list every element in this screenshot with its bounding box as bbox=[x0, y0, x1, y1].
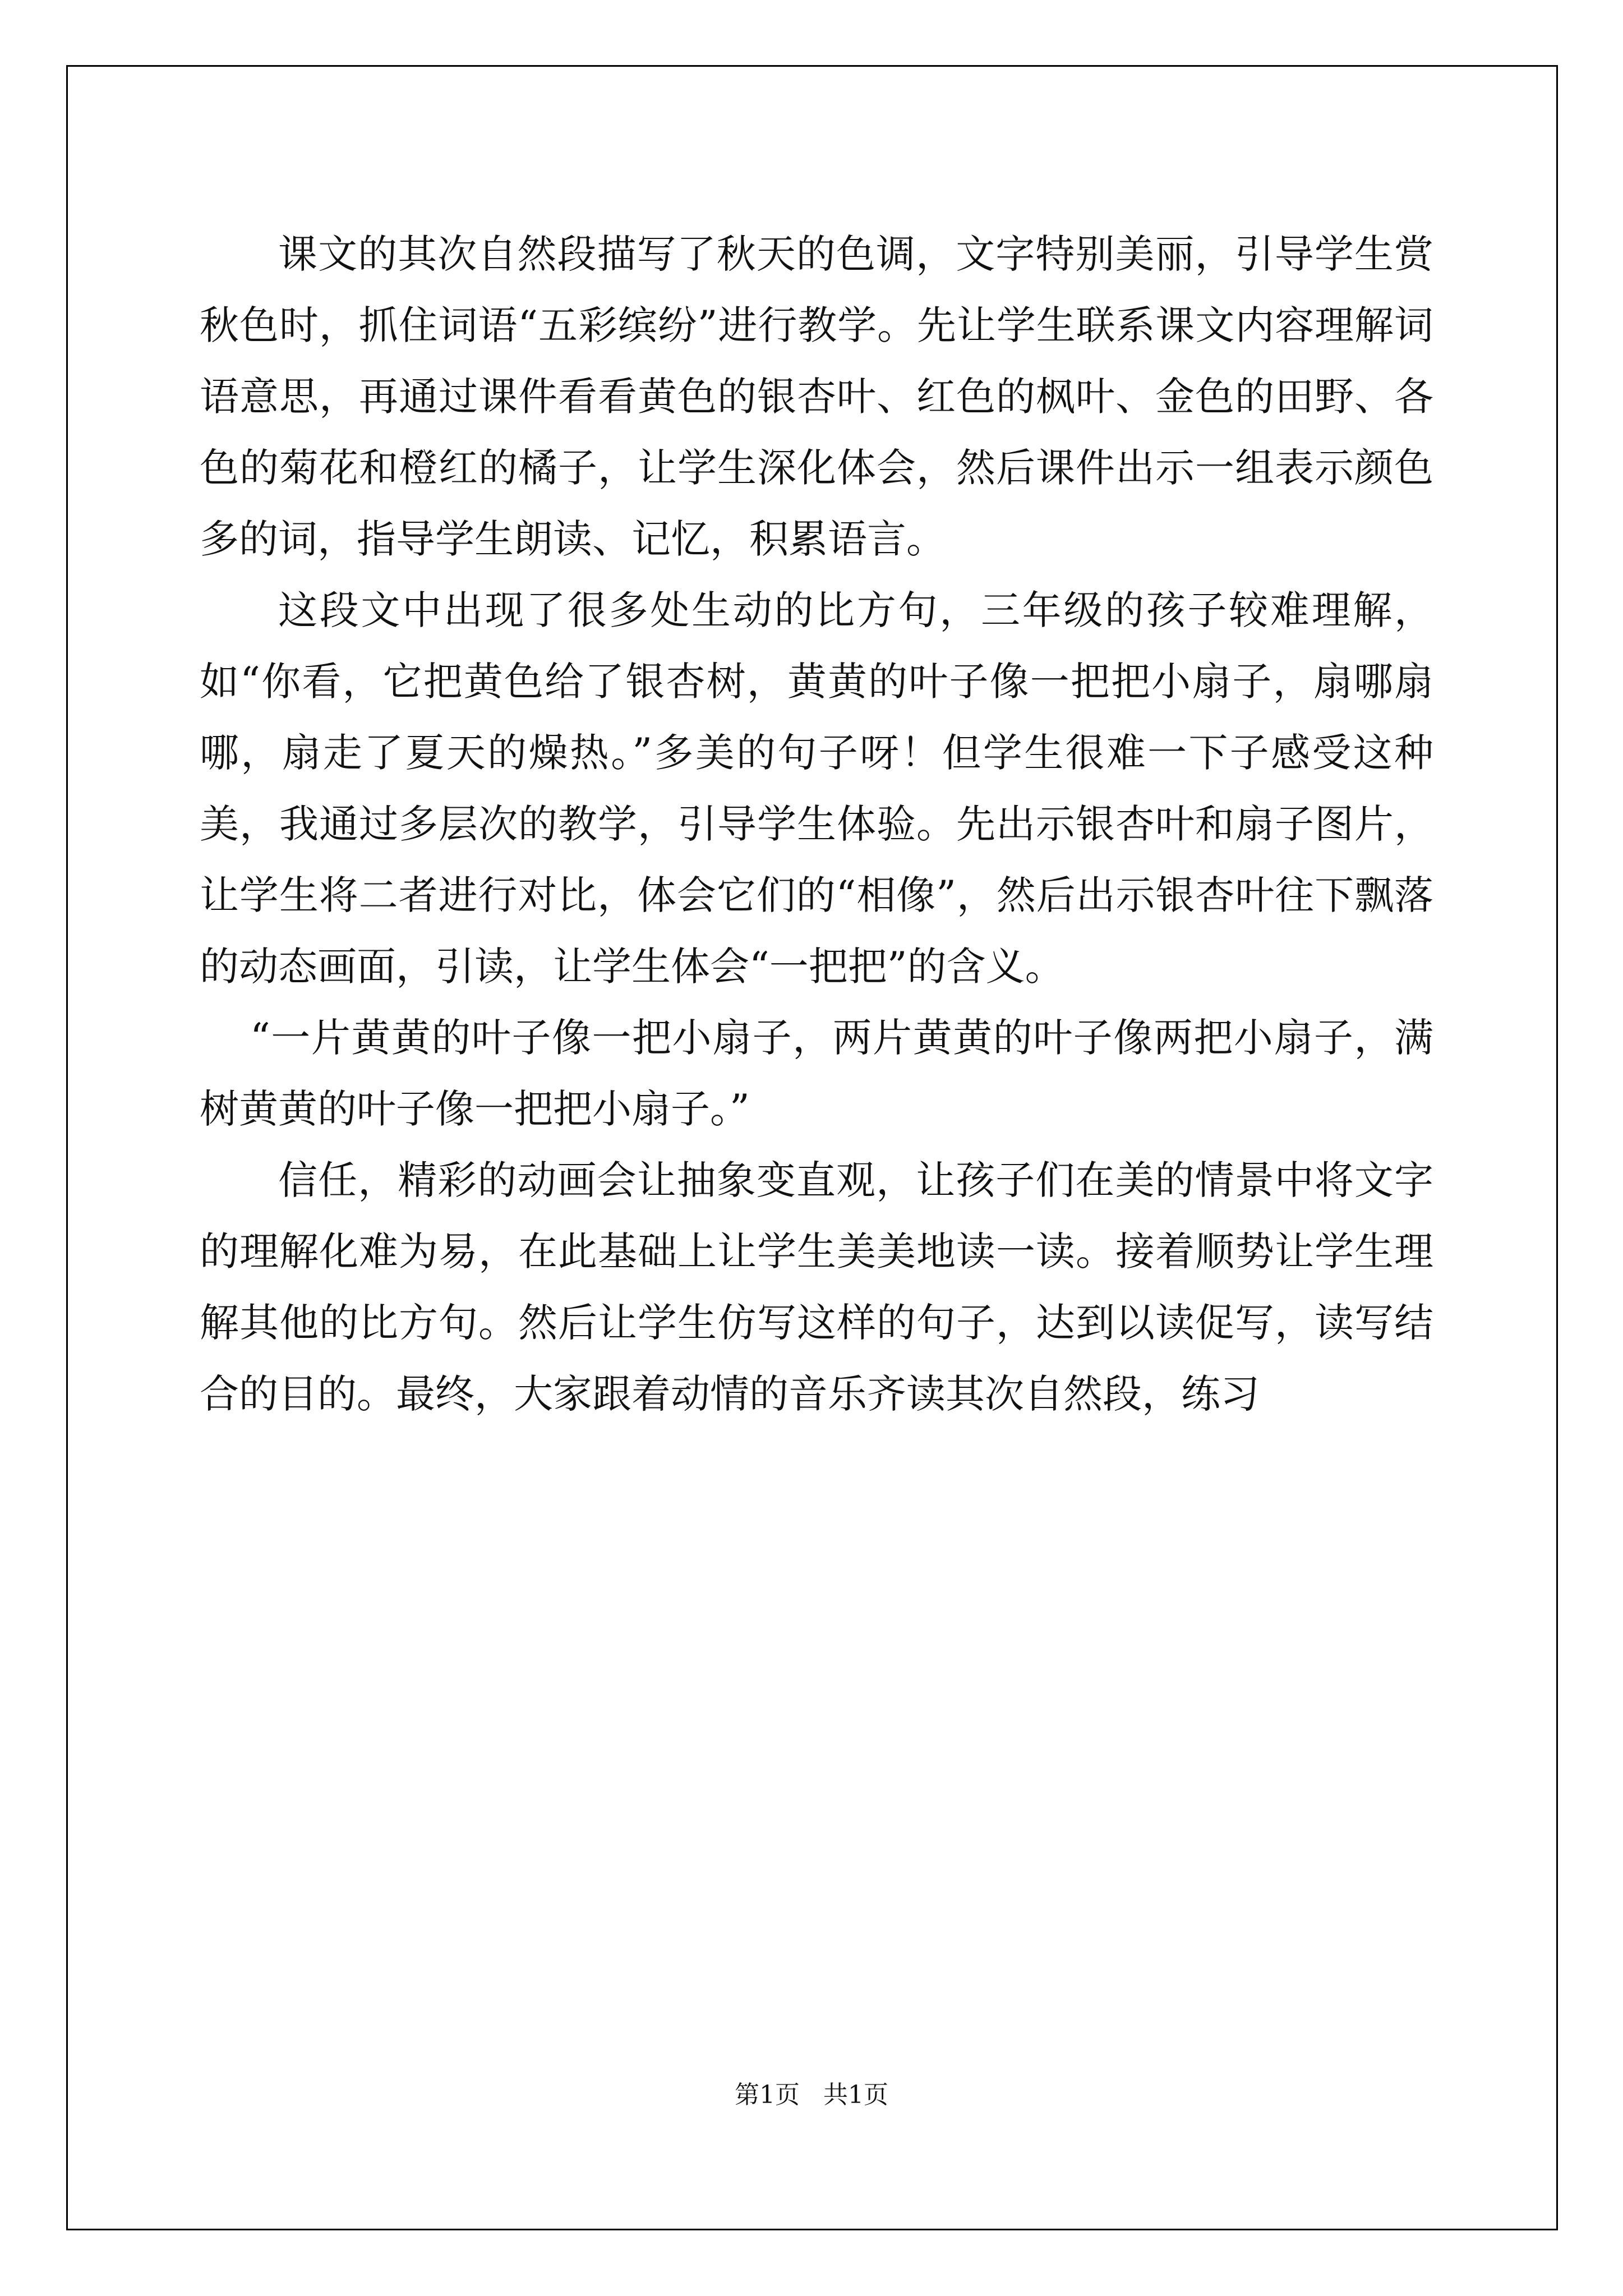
paragraph-2: 这段文中出现了很多处生动的比方句，三年级的孩子较难理解，如“你看，它把黄色给了银杏树，黄黄的叶子像一把把小扇子，扇哪扇哪，扇走了夏天的燥热。”多美的句子呀！但学生很难一下子感受这种美，我通过多层次的教学，引导学生体验。先出示银杏叶和扇子图片，让学生将二者进行对比，体会它们的“相像”，然后出示银杏叶往下飘落的动态画面，引读，让学生体会“一把把”的含义。 bbox=[200, 587, 1433, 990]
paragraph-3-quote: “一片黄黄的叶子像一把小扇子，两片黄黄的叶子像两把小扇子，满树黄黄的叶子像一把把小扇子。” bbox=[200, 1015, 1433, 1132]
page-footer: 第1页 共1页 bbox=[735, 2081, 888, 2109]
document-body bbox=[200, 219, 1433, 1430]
paragraph-1: 课文的其次自然段描写了秋天的色调，文字特别美丽，引导学生赏秋色时，抓住词语“五彩缤纷”进行教学。先让学生联系课文内容理解词语意思，再通过课件看看黄色的银杏叶、红色的枫叶、金色的田野、各色的菊花和橙红的橘子，让学生深化体会，然后课件出示一组表示颜色多的词，指导学生朗读、记忆，积累语言。 bbox=[200, 231, 1433, 562]
paragraph-4: 信任，精彩的动画会让抽象变直观，让孩子们在美的情景中将文字的理解化难为易，在此基础上让学生美美地读一读。接着顺势让学生理解其他的比方句。然后让学生仿写这样的句子，达到以读促写，读写结合的目的。最终，大家跟着动情的音乐齐读其次自然段，练习 bbox=[200, 1157, 1433, 1417]
